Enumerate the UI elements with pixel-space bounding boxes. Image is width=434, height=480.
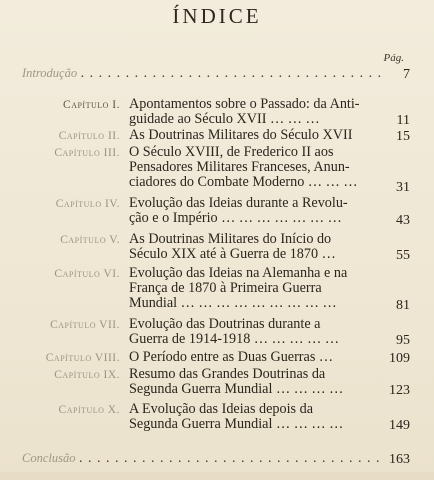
chapter-4-title-line-1: Evolução das Ideias durante a Revolu- bbox=[129, 196, 348, 211]
chapter-7-title-line-2: Guerra de 1914-1918 … … … … … bbox=[129, 332, 340, 347]
chapter-8-label: Capítulo VIII. bbox=[45, 352, 120, 364]
chapter-10-page-number: 149 bbox=[389, 418, 410, 433]
toc-entry-introduction[interactable] bbox=[22, 66, 382, 82]
chapter-5-label: Capítulo V. bbox=[60, 234, 120, 246]
chapter-2-label: Capítulo II. bbox=[58, 130, 120, 142]
chapter-1-title-line-1: Apontamentos sobre o Passado: da Anti- bbox=[129, 97, 360, 112]
introduction-page-number: 7 bbox=[403, 67, 410, 82]
chapter-8-title-line-1: O Período entre as Duas Guerras … bbox=[129, 350, 334, 365]
toc-entry-chapter-6[interactable] bbox=[129, 266, 377, 311]
toc-entry-chapter-10[interactable] bbox=[129, 402, 377, 432]
chapter-5-title-line-2: Século XIX até à Guerra de 1870 … bbox=[129, 247, 336, 262]
chapter-7-label: Capítulo VII. bbox=[50, 319, 120, 331]
toc-entry-chapter-9[interactable] bbox=[129, 367, 377, 397]
leader-dots: . . . . . . . . . . . . . . . . . . . . . . . . . . . . . . . . . . bbox=[78, 451, 381, 466]
chapter-10-title-line-1: A Evolução das Ideias depois da bbox=[129, 402, 313, 417]
chapter-3-title-line-1: O Século XVIII, de Frederico II aos bbox=[129, 145, 334, 160]
chapter-9-page-number: 123 bbox=[389, 383, 410, 398]
leader-dots: . . . . . . . . . . . . . . . . . . . . . . . . . . . . . . . . . . bbox=[80, 66, 382, 81]
chapter-2-page-number: 15 bbox=[396, 129, 410, 144]
chapter-1-label: Capítulo I. bbox=[63, 99, 120, 111]
toc-entry-conclusion[interactable] bbox=[22, 451, 382, 467]
chapter-6-title-line-2: França de 1870 à Primeira Guerra bbox=[129, 281, 322, 296]
chapter-10-label: Capítulo X. bbox=[58, 404, 120, 416]
toc-entry-chapter-3[interactable] bbox=[129, 145, 377, 190]
chapter-7-page-number: 95 bbox=[396, 333, 410, 348]
chapter-4-title-line-2: ção e o Império … … … … … … … bbox=[129, 211, 342, 226]
toc-entry-chapter-8[interactable] bbox=[129, 350, 377, 365]
toc-entry-chapter-2[interactable] bbox=[129, 128, 377, 143]
chapter-3-title-line-2: Pensadores Militares Franceses, Anun- bbox=[129, 160, 350, 175]
chapter-2-title-line-1: As Doutrinas Militares do Século XVII bbox=[129, 128, 353, 143]
conclusion-label: Conclusão bbox=[22, 451, 76, 465]
chapter-8-page-number: 109 bbox=[389, 351, 410, 366]
chapter-3-page-number: 31 bbox=[396, 180, 410, 195]
chapter-5-title-line-1: As Doutrinas Militares do Início do bbox=[129, 232, 332, 247]
chapter-6-label: Capítulo VI. bbox=[54, 268, 120, 280]
chapter-6-page-number: 81 bbox=[396, 298, 410, 313]
index-title: ÍNDICE bbox=[172, 4, 262, 28]
introduction-label: Introdução bbox=[22, 66, 78, 80]
chapter-1-page-number: 11 bbox=[396, 113, 410, 128]
chapter-3-title-line-3: ciadores do Combate Moderno … … … bbox=[129, 175, 358, 190]
page-column-header: Pág. bbox=[383, 52, 404, 64]
chapter-6-title-line-3: Mundial … … … … … … … … … bbox=[129, 296, 337, 311]
toc-entry-chapter-5[interactable] bbox=[129, 232, 377, 262]
chapter-4-page-number: 43 bbox=[396, 213, 410, 228]
chapter-9-title-line-1: Resumo das Grandes Doutrinas da bbox=[129, 367, 326, 382]
chapter-7-title-line-1: Evolução das Doutrinas durante a bbox=[129, 317, 321, 332]
chapter-9-title-line-2: Segunda Guerra Mundial … … … … bbox=[129, 382, 344, 397]
chapter-9-label: Capítulo IX. bbox=[54, 369, 120, 381]
toc-entry-chapter-1[interactable] bbox=[129, 97, 377, 127]
chapter-6-title-line-1: Evolução das Ideias na Alemanha e na bbox=[129, 266, 348, 281]
toc-entry-chapter-4[interactable] bbox=[129, 196, 377, 226]
chapter-10-title-line-2: Segunda Guerra Mundial … … … … bbox=[129, 417, 344, 432]
chapter-1-title-line-2: guidade ao Século XVII … … … bbox=[129, 112, 320, 127]
chapter-3-label: Capítulo III. bbox=[54, 147, 120, 159]
chapter-5-page-number: 55 bbox=[396, 248, 410, 263]
conclusion-page-number: 163 bbox=[389, 452, 410, 467]
chapter-4-label: Capítulo IV. bbox=[55, 198, 120, 210]
page-bottom-edge bbox=[0, 472, 434, 480]
toc-entry-chapter-7[interactable] bbox=[129, 317, 377, 347]
